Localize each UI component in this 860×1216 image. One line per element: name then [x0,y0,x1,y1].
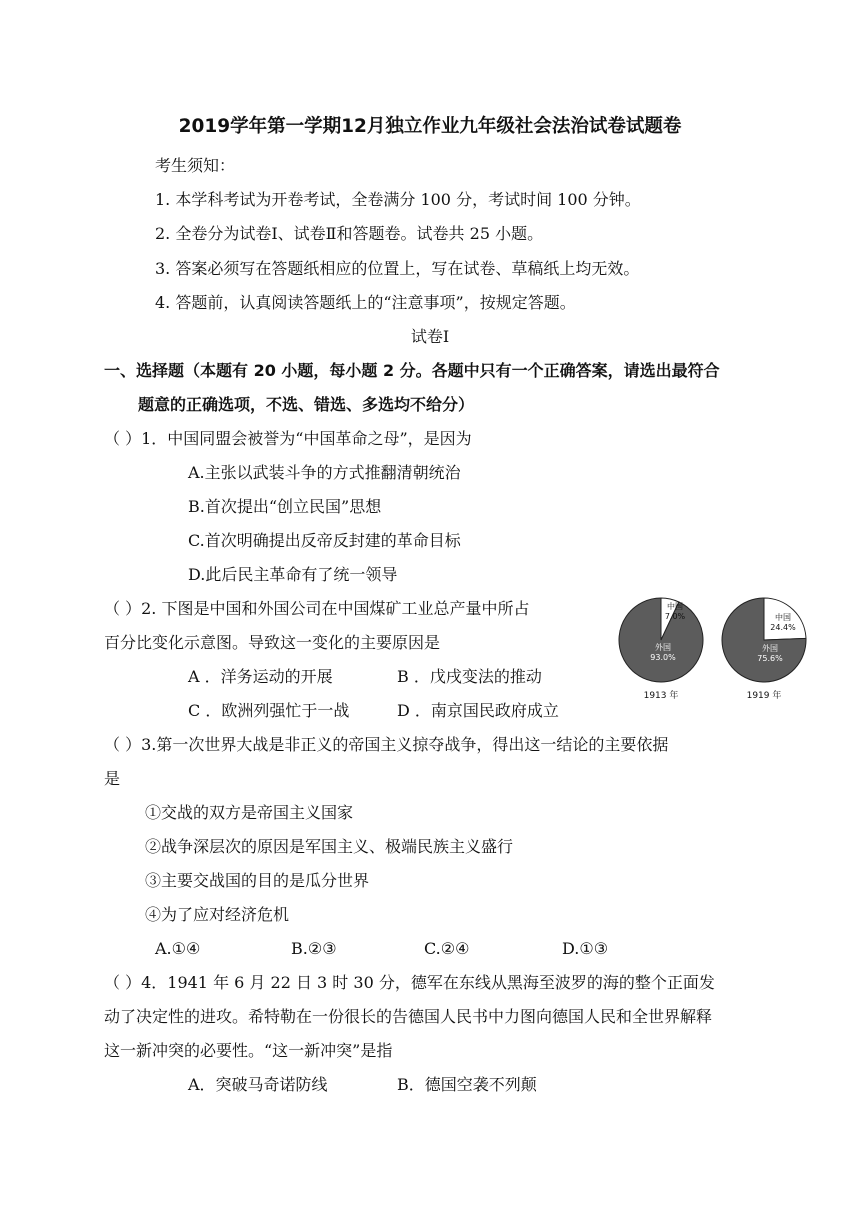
question-4-stem-cont: 这一新冲突的必要性。“这一新冲突”是指 [104,1041,393,1060]
question-3-item: ③主要交战国的目的是瓜分世界 [145,871,370,890]
question-4-stem: （ ）4．1941 年 6 月 22 日 3 时 30 分，德军在东线从黑海至波罗的海的整个正面发 [104,973,715,992]
pie-value-label: 7.0% [664,612,686,621]
pie-year-label: 1913 年 [643,691,679,701]
section-heading: 一、选择题（本题有 20 小题，每小题 2 分。各题中只有一个正确答案，请选出最符合 [104,361,720,380]
pie-label: 中国 [775,613,791,622]
pie-year-label: 1919 年 [746,691,782,701]
question-1-option-d: D.此后民主革命有了统一领导 [188,565,398,584]
question-1-option-b: B.首次提出“创立民国”思想 [188,497,382,516]
notice-item: 1. 本学科考试为开卷考试，全卷满分 100 分，考试时间 100 分钟。 [155,190,641,209]
question-2-option-a: A ．洋务运动的开展 [188,667,333,686]
pie-value-label: 24.4% [770,623,796,632]
paper-label: 试卷Ⅰ [410,327,450,346]
pie-value-label: 93.0% [650,653,676,662]
question-3-option-c: C.②④ [424,939,470,958]
question-1-option-c: C.首次明确提出反帝反封建的革命目标 [188,531,461,550]
pie-slice-外国 [619,598,703,682]
question-4-option-a: A．突破马奇诺防线 [188,1075,328,1094]
question-3-stem-cont: 是 [104,769,121,788]
pie-label: 外国 [655,643,671,652]
question-3-option-b: B.②③ [291,939,337,958]
question-2-stem: （ ）2. 下图是中国和外国公司在中国煤矿工业总产量中所占 [104,599,530,618]
question-1-stem: （ ）1．中国同盟会被誉为“中国革命之母”，是因为 [104,429,472,448]
notice-item: 3. 答案必须写在答题纸相应的位置上，写在试卷、草稿纸上均无效。 [155,259,640,278]
question-1-option-a: A.主张以武装斗争的方式推翻清朝统治 [188,463,461,482]
notice-item: 2. 全卷分为试卷Ⅰ、试卷Ⅱ和答题卷。试卷共 25 小题。 [155,224,544,243]
pie-value-label: 75.6% [757,654,783,663]
question-3-item: ②战争深层次的原因是军国主义、极端民族主义盛行 [145,837,514,856]
notice-heading: 考生须知： [155,156,236,175]
question-4-option-b: B．德国空袭不列颠 [397,1075,537,1094]
question-2-option-c: C ．欧洲列强忙于一战 [188,701,350,720]
question-3-option-a: A.①④ [155,939,201,958]
pie-label: 外国 [762,644,778,653]
section-heading-cont: 题意的正确选项，不选、错选、多选均不给分） [138,395,475,414]
question-3-option-d: D.①③ [562,939,609,958]
question-4-stem-cont: 动了决定性的进攻。希特勒在一份很长的告德国人民书中力图向德国人民和全世界解释 [104,1007,713,1026]
question-2-option-b: B ．戊戌变法的推动 [397,667,542,686]
notice-item: 4. 答题前，认真阅读答题纸上的“注意事项”，按规定答题。 [155,293,576,312]
question-2-option-d: D ．南京国民政府成立 [397,701,559,720]
page-title: 2019学年第一学期12月独立作业九年级社会法治试卷试题卷 [178,116,682,137]
question-3-item: ①交战的双方是帝国主义国家 [145,803,354,822]
question-3-item: ④为了应对经济危机 [145,905,290,924]
pie-label: 中国 [667,602,683,611]
question-3-stem: （ ）3.第一次世界大战是非正义的帝国主义掠夺战争，得出这一结论的主要依据 [104,735,669,754]
question-2-stem-cont: 百分比变化示意图。导致这一变化的主要原因是 [104,633,441,652]
coal-share-pie-charts [614,594,814,704]
